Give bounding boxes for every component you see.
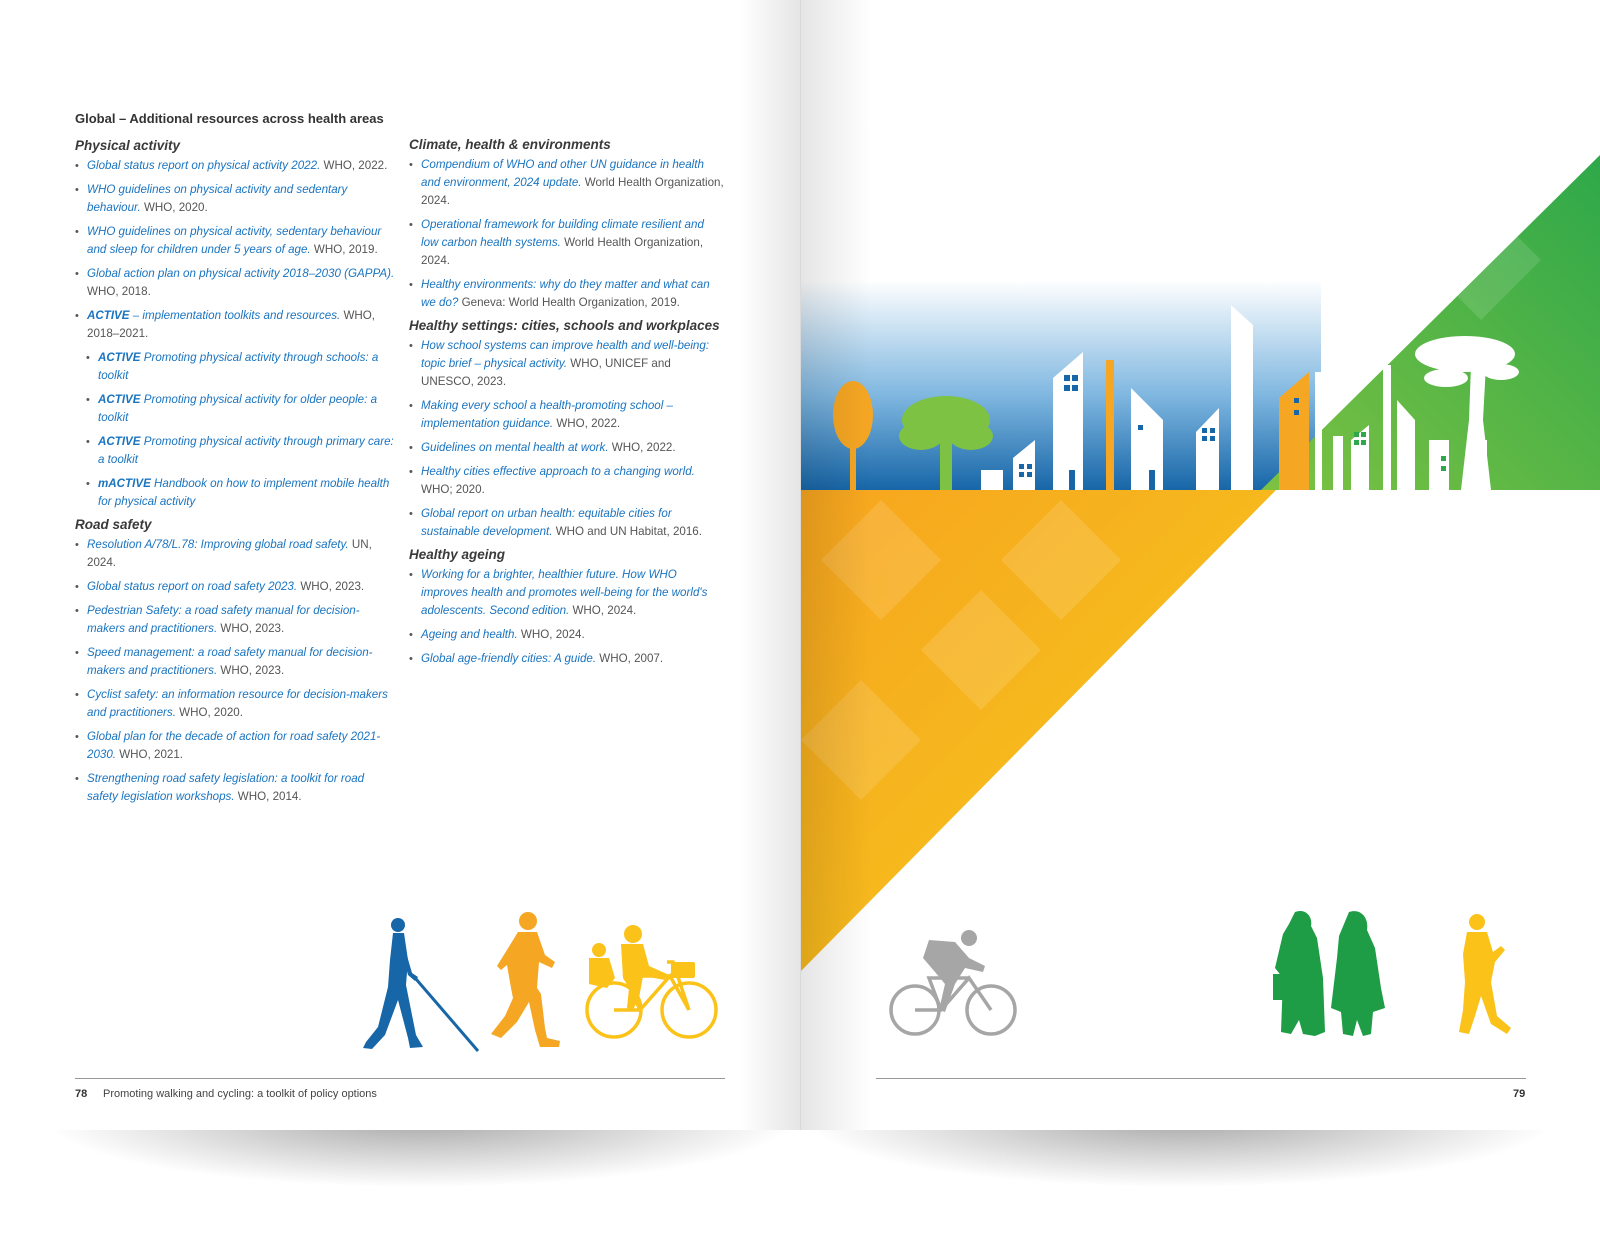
- reference-source: WHO, 2018–2021.: [87, 309, 376, 340]
- reference-item: [86, 391, 395, 427]
- reference-title-link[interactable]: Promoting physical activity through schools: a toolkit: [98, 351, 379, 382]
- section-heading: Climate, health & environments: [409, 137, 611, 152]
- reference-title-link[interactable]: Making every school a health-promoting school – implementation guidance.: [421, 399, 673, 430]
- reference-source: WHO, UNICEF and UNESCO, 2023.: [421, 357, 671, 388]
- walker-with-cane-icon: [360, 915, 485, 1055]
- reference-title-link[interactable]: Resolution A/78/L.78: Improving global road safety.: [87, 538, 349, 551]
- reference-source: WHO, 2023.: [217, 664, 285, 677]
- reference-title-link[interactable]: Global plan for the decade of action for road safety 2021-2030.: [87, 730, 381, 761]
- left-page: [0, 0, 801, 1130]
- reference-source: Geneva: World Health Organization, 2019.: [458, 296, 680, 309]
- column-b: [409, 137, 724, 674]
- reference-list: [409, 156, 724, 312]
- reference-title-link[interactable]: Promoting physical activity through primary care: a toolkit: [98, 435, 394, 466]
- cyclist-with-backpack-icon: [889, 928, 1019, 1040]
- reference-program-name: ACTIVE: [98, 351, 141, 364]
- reference-source: WHO, 2024.: [517, 628, 585, 641]
- reference-program-name: ACTIVE: [98, 435, 141, 448]
- reference-item: [75, 265, 395, 301]
- reference-source: World Health Organization, 2024.: [421, 176, 724, 207]
- page-number-left: 78: [75, 1088, 88, 1100]
- parent-child-bicycle-icon: [585, 918, 725, 1043]
- reference-item: [86, 349, 395, 385]
- reference-title-link[interactable]: Global action plan on physical activity 2018–2030 (GAPPA).: [87, 267, 395, 280]
- reference-item: [75, 602, 395, 638]
- reference-title-link[interactable]: Healthy environments: why do they matter and what can we do?: [421, 278, 710, 309]
- reference-item: [409, 397, 724, 433]
- reference-title-link[interactable]: Global status report on physical activity 2022.: [87, 159, 321, 172]
- reference-title-link[interactable]: Healthy cities effective approach to a changing world.: [421, 465, 695, 478]
- section-heading: Healthy settings: cities, schools and workplaces: [409, 318, 720, 333]
- section-heading: Physical activity: [75, 138, 181, 153]
- reference-item: [75, 578, 395, 596]
- reference-source: WHO, 2014.: [234, 790, 302, 803]
- reference-source: WHO, 2022.: [608, 441, 676, 454]
- reference-item: [409, 216, 724, 270]
- reference-title-link[interactable]: Strengthening road safety legislation: a toolkit for road safety legislation workshops.: [87, 772, 365, 803]
- reference-title-link[interactable]: Compendium of WHO and other UN guidance in health and environment, 2024 update.: [421, 158, 704, 189]
- reference-item: [409, 276, 724, 312]
- reference-title-link[interactable]: – implementation toolkits and resources.: [129, 309, 341, 322]
- reference-title-link[interactable]: Global age-friendly cities: A guide.: [421, 652, 597, 665]
- reference-title-link[interactable]: Pedestrian Safety: a road safety manual for decision-makers and practitioners.: [87, 604, 360, 635]
- reference-item: [86, 433, 395, 469]
- reference-title-link[interactable]: Global status report on road safety 2023.: [87, 580, 298, 593]
- reference-list: [75, 157, 395, 511]
- reference-source: WHO, 2023.: [297, 580, 365, 593]
- reference-source: WHO, 2022.: [320, 159, 388, 172]
- reference-title-link[interactable]: Ageing and health.: [421, 628, 518, 641]
- reference-source: WHO, 2024.: [569, 604, 637, 617]
- reference-list: [75, 536, 395, 806]
- reference-title-link[interactable]: Operational framework for building climate resilient and low carbon health systems.: [421, 218, 704, 249]
- man-walking-with-phone-icon: [1441, 912, 1516, 1042]
- reference-item: [409, 505, 724, 541]
- section-heading: Road safety: [75, 517, 152, 532]
- reference-item: [75, 157, 395, 175]
- reference-source: WHO, 2019.: [310, 243, 378, 256]
- reference-source: UN, 2024.: [87, 538, 372, 569]
- reference-item: [409, 650, 724, 668]
- reference-source: WHO and UN Habitat, 2016.: [552, 525, 702, 538]
- reference-item: [75, 770, 395, 806]
- column-a: [75, 138, 395, 812]
- reference-source: WHO, 2020.: [175, 706, 243, 719]
- women-walking-icon: [1273, 908, 1393, 1043]
- right-page: [801, 0, 1600, 1130]
- reference-item: [75, 307, 395, 343]
- reference-source: WHO, 2022.: [553, 417, 621, 430]
- reference-item: [75, 644, 395, 680]
- reference-list: [409, 337, 724, 541]
- page-number-right: 79: [1513, 1088, 1526, 1100]
- reference-item: [409, 463, 724, 499]
- gutter-shade-left: [740, 0, 800, 1130]
- reference-item: [75, 223, 395, 259]
- walking-man-with-prosthetic-icon: [485, 910, 570, 1050]
- reference-title-link[interactable]: Global report on urban health: equitable cities for sustainable development.: [421, 507, 672, 538]
- reference-title-link[interactable]: How school systems can improve health and well-being: topic brief – physical activity.: [421, 339, 710, 370]
- section-heading: Healthy ageing: [409, 547, 506, 562]
- reference-item: [409, 566, 724, 620]
- reference-program-name: mACTIVE: [98, 477, 151, 490]
- reference-title-link[interactable]: Cyclist safety: an information resource for decision-makers and practitioners.: [87, 688, 388, 719]
- reference-item: [409, 626, 724, 644]
- footer-rule-right: [876, 1078, 1526, 1079]
- reference-source: WHO, 2020.: [140, 201, 208, 214]
- reference-list: [409, 566, 724, 668]
- reference-item: [75, 686, 395, 722]
- reference-title-link[interactable]: Handbook on how to implement mobile health for physical activity: [98, 477, 390, 508]
- reference-item: [409, 156, 724, 210]
- reference-item: [75, 728, 395, 764]
- reference-program-name: ACTIVE: [87, 309, 130, 322]
- reference-source: WHO, 2007.: [596, 652, 664, 665]
- reference-title-link[interactable]: WHO guidelines on physical activity, sedentary behaviour and sleep for children under 5 years of age.: [87, 225, 382, 256]
- reference-title-link[interactable]: Speed management: a road safety manual for decision-makers and practitioners.: [87, 646, 373, 677]
- reference-title-link[interactable]: Guidelines on mental health at work.: [421, 441, 609, 454]
- reference-source: World Health Organization, 2024.: [421, 236, 704, 267]
- reference-item: [409, 337, 724, 391]
- running-footer: Promoting walking and cycling: a toolkit of policy options: [103, 1088, 377, 1100]
- reference-source: WHO; 2020.: [421, 483, 485, 496]
- reference-source: WHO, 2021.: [116, 748, 184, 761]
- reference-item: [409, 439, 724, 457]
- reference-title-link[interactable]: WHO guidelines on physical activity and sedentary behaviour.: [87, 183, 348, 214]
- reference-item: [75, 536, 395, 572]
- reference-title-link[interactable]: Promoting physical activity for older people: a toolkit: [98, 393, 378, 424]
- reference-title-link[interactable]: Working for a brighter, healthier future. How WHO improves health and promotes well-being for the world's adolescents. Second edition.: [421, 568, 708, 617]
- footer-rule-left: [75, 1078, 725, 1079]
- reference-item: [86, 475, 395, 511]
- reference-source: WHO, 2023.: [217, 622, 285, 635]
- reference-source: WHO, 2018.: [87, 285, 151, 298]
- reference-item: [75, 181, 395, 217]
- reference-program-name: ACTIVE: [98, 393, 141, 406]
- page-title: Global – Additional resources across health areas: [75, 111, 384, 126]
